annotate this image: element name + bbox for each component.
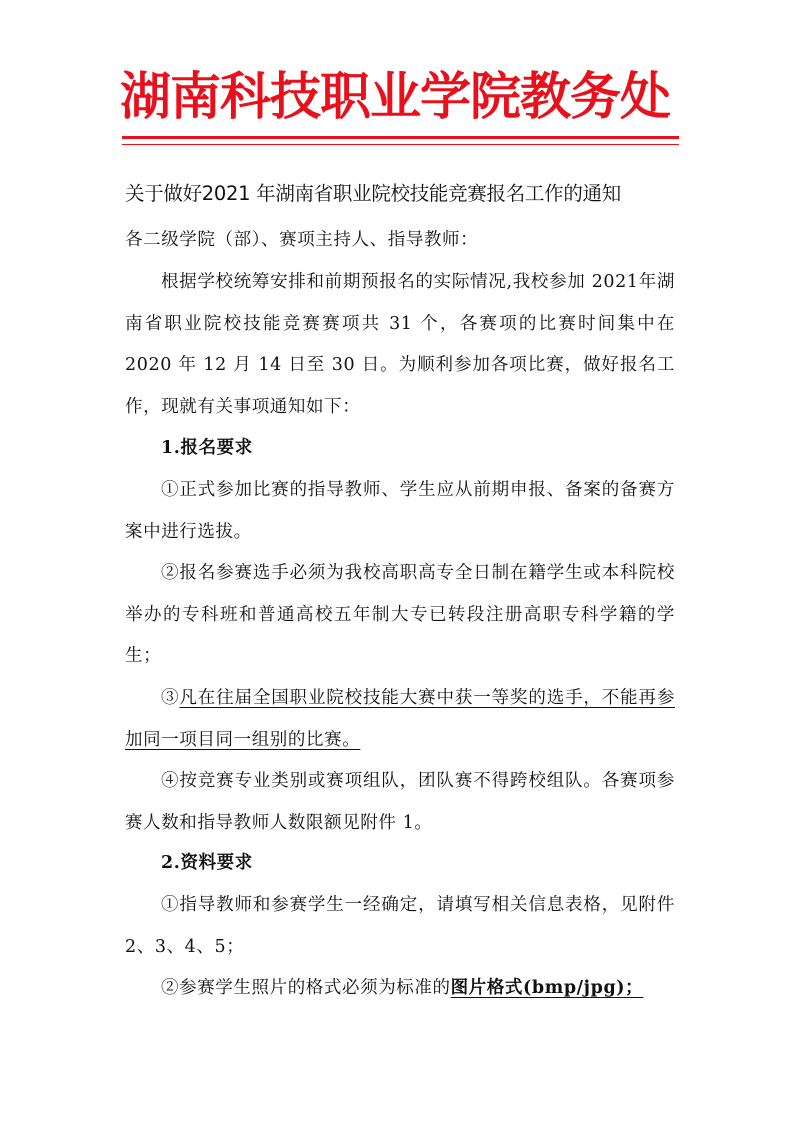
item-2-text: ②参赛学生照片的格式必须为标准的: [161, 978, 451, 998]
salutation: 各二级学院（部）、赛项主持人、指导教师：: [125, 230, 479, 250]
section-1-item-4: ④按竞赛专业类别或赛项组队，团队赛不得跨校组队。各赛项参赛人数和指导教师人数限额见附件 1。: [125, 771, 675, 833]
section-1-item-3: [125, 678, 675, 761]
item-3-marker: ③: [161, 688, 180, 708]
section-1-heading: 1.报名要求: [161, 438, 253, 458]
section-1-item-2: ②报名参赛选手必须为我校高职高专全日制在籍学生或本科院校举办的专科班和普通高校五年制大专已转段注册高职专科学籍的学生；: [125, 563, 675, 666]
masthead-title: 湖南科技职业学院教务处: [120, 67, 671, 127]
notice-title: 关于做好2021 年湖南省职业院校技能竞赛报名工作的通知: [125, 182, 621, 205]
masthead-rule-thick: [122, 136, 679, 139]
intro-paragraph: 根据学校统筹安排和前期预报名的实际情况,我校参加 2021年湖南省职业院校技能竞赛赛项共 31 个，各赛项的比赛时间集中在 2020 年 12 月 14 日至 30 日。为顺利参加各项比赛，做好报名工作，现就有关事项通知如下：: [125, 272, 675, 417]
image-format-emphasis: 图片格式(bmp/jpg)；: [450, 978, 644, 998]
section-2-item-2: [125, 968, 675, 1010]
section-1-item-1: ①正式参加比赛的指导教师、学生应从前期申报、备案的备赛方案中进行选拔。: [125, 480, 675, 542]
item-3-underlined-text: 凡在往届全国职业院校技能大赛中获一等奖的选手，不能再参加同一项目同一组别的比赛。: [125, 688, 675, 750]
masthead-rule-thin: [122, 144, 679, 145]
section-2-item-1: ①指导教师和参赛学生一经确定，请填写相关信息表格，见附件 2、3、4、5；: [125, 895, 675, 957]
section-2-heading: 2.资料要求: [161, 853, 253, 873]
